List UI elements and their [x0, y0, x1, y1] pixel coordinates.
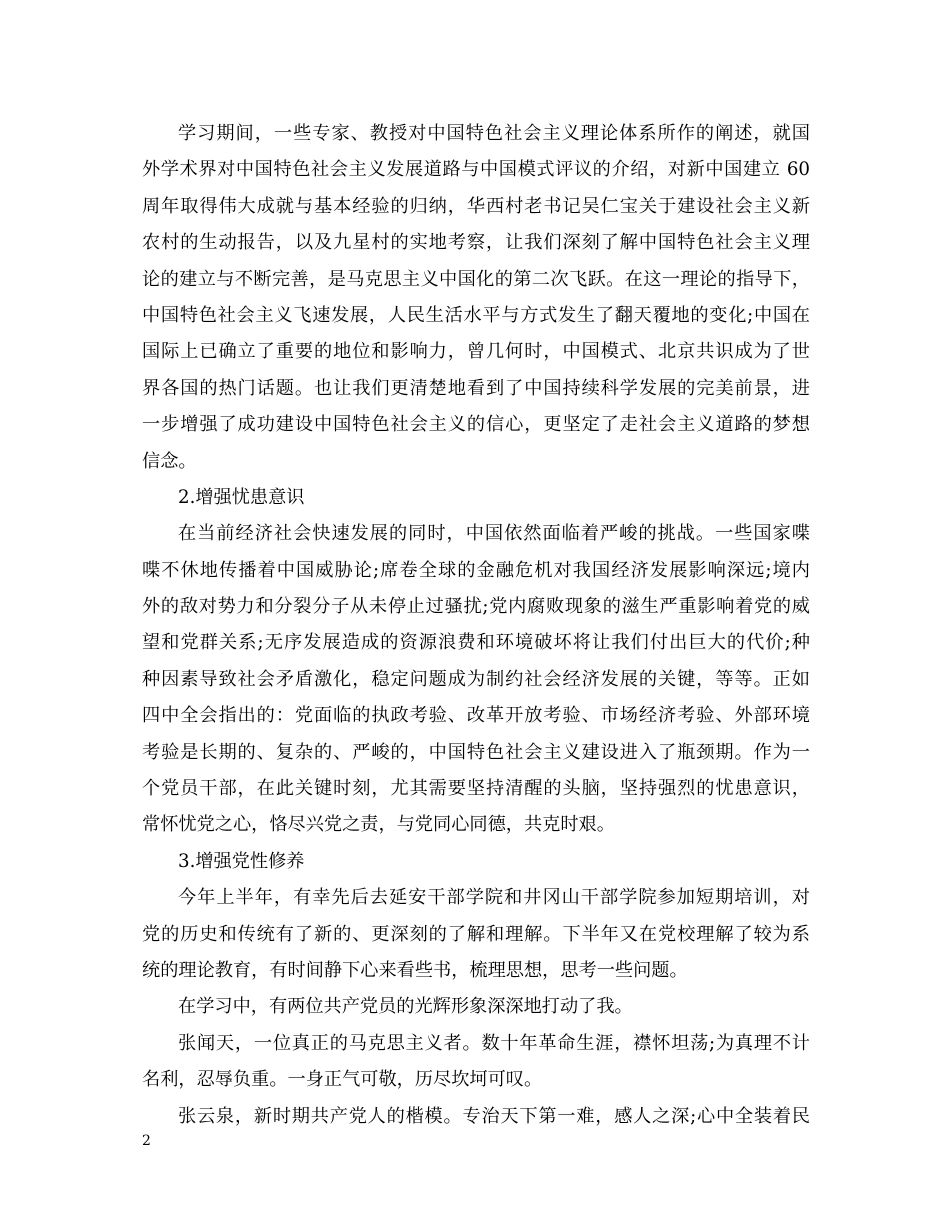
text-line: 常怀忧党之心，恪尽兴党之责，与党同心同德，共克时艰。 [142, 814, 615, 836]
text-line: 农村的生动报告，以及九星村的实地考察，让我们深刻了解中国特色社会主义理 [142, 232, 810, 254]
text-line: 四中全会指出的：党面临的执政考验、改革开放考验、市场经济考验、外部环境 [142, 705, 810, 727]
text-line: 种因素导致社会矛盾激化，稳定问题成为制约社会经济发展的关键，等等。正如 [142, 668, 810, 690]
text-line: 望和党群关系;无序发展造成的资源浪费和环境破坏将让我们付出巨大的代价;种 [142, 632, 810, 654]
text-line: 中国特色社会主义飞速发展，人民生活水平与方式发生了翻天覆地的变化;中国在 [142, 304, 810, 326]
text-line: 党的历史和传统有了新的、更深刻的了解和理解。下半年又在党校理解了较为系 [142, 923, 810, 945]
text-line: 界各国的热门话题。也让我们更清楚地看到了中国持续科学发展的完美前景，进 [142, 377, 810, 399]
text-line: 外的敌对势力和分裂分子从未停止过骚扰;党内腐败现象的滋生严重影响着党的威 [142, 596, 810, 618]
text-line: 外学术界对中国特色社会主义发展道路与中国模式评议的介绍，对新中国建立 60 [142, 159, 810, 181]
text-line: 统的理论教育，有时间静下心来看些书，梳理思想，思考一些问题。 [142, 959, 688, 981]
text-line: 名利，忍辱负重。一身正气可敬，历尽坎坷可叹。 [142, 1069, 543, 1091]
page-number: 2 [142, 1133, 151, 1149]
text-line: 3.增强党性修养 [178, 850, 305, 872]
body-text [142, 116, 810, 1135]
text-line: 周年取得伟大成就与基本经验的归纳，华西村老书记吴仁宝关于建设社会主义新 [142, 195, 810, 217]
text-line: 国际上已确立了重要的地位和影响力，曾几何时，中国模式、北京共识成为了世 [142, 341, 810, 363]
text-line: 张闻天，一位真正的马克思主义者。数十年革命生涯，襟怀坦荡;为真理不计 [178, 1032, 810, 1054]
text-line: 2.增强忧患意识 [178, 486, 305, 508]
text-line: 考验是长期的、复杂的、严峻的，中国特色社会主义建设进入了瓶颈期。作为一 [142, 741, 810, 763]
text-line: 在学习中，有两位共产党员的光辉形象深深地打动了我。 [178, 996, 633, 1018]
text-line: 论的建立与不断完善，是马克思主义中国化的第二次飞跃。在这一理论的指导下， [142, 268, 810, 290]
text-line: 学习期间，一些专家、教授对中国特色社会主义理论体系所作的阐述，就国 [178, 123, 810, 144]
text-line: 信念。 [142, 450, 197, 472]
text-line: 个党员干部，在此关键时刻，尤其需要坚持清醒的头脑，坚持强烈的忧患意识， [142, 778, 810, 800]
text-line: 今年上半年，有幸先后去延安干部学院和井冈山干部学院参加短期培训，对 [178, 887, 810, 909]
text-line: 一步增强了成功建设中国特色社会主义的信心，更坚定了走社会主义道路的梦想 [142, 414, 810, 436]
text-line: 在当前经济社会快速发展的同时，中国依然面临着严峻的挑战。一些国家喋 [178, 523, 810, 545]
text-line: 喋不休地传播着中国威胁论;席卷全球的金融危机对我国经济发展影响深远;境内 [142, 559, 810, 581]
text-line: 张云泉，新时期共产党人的楷模。专治天下第一难，感人之深;心中全装着民 [178, 1105, 810, 1127]
